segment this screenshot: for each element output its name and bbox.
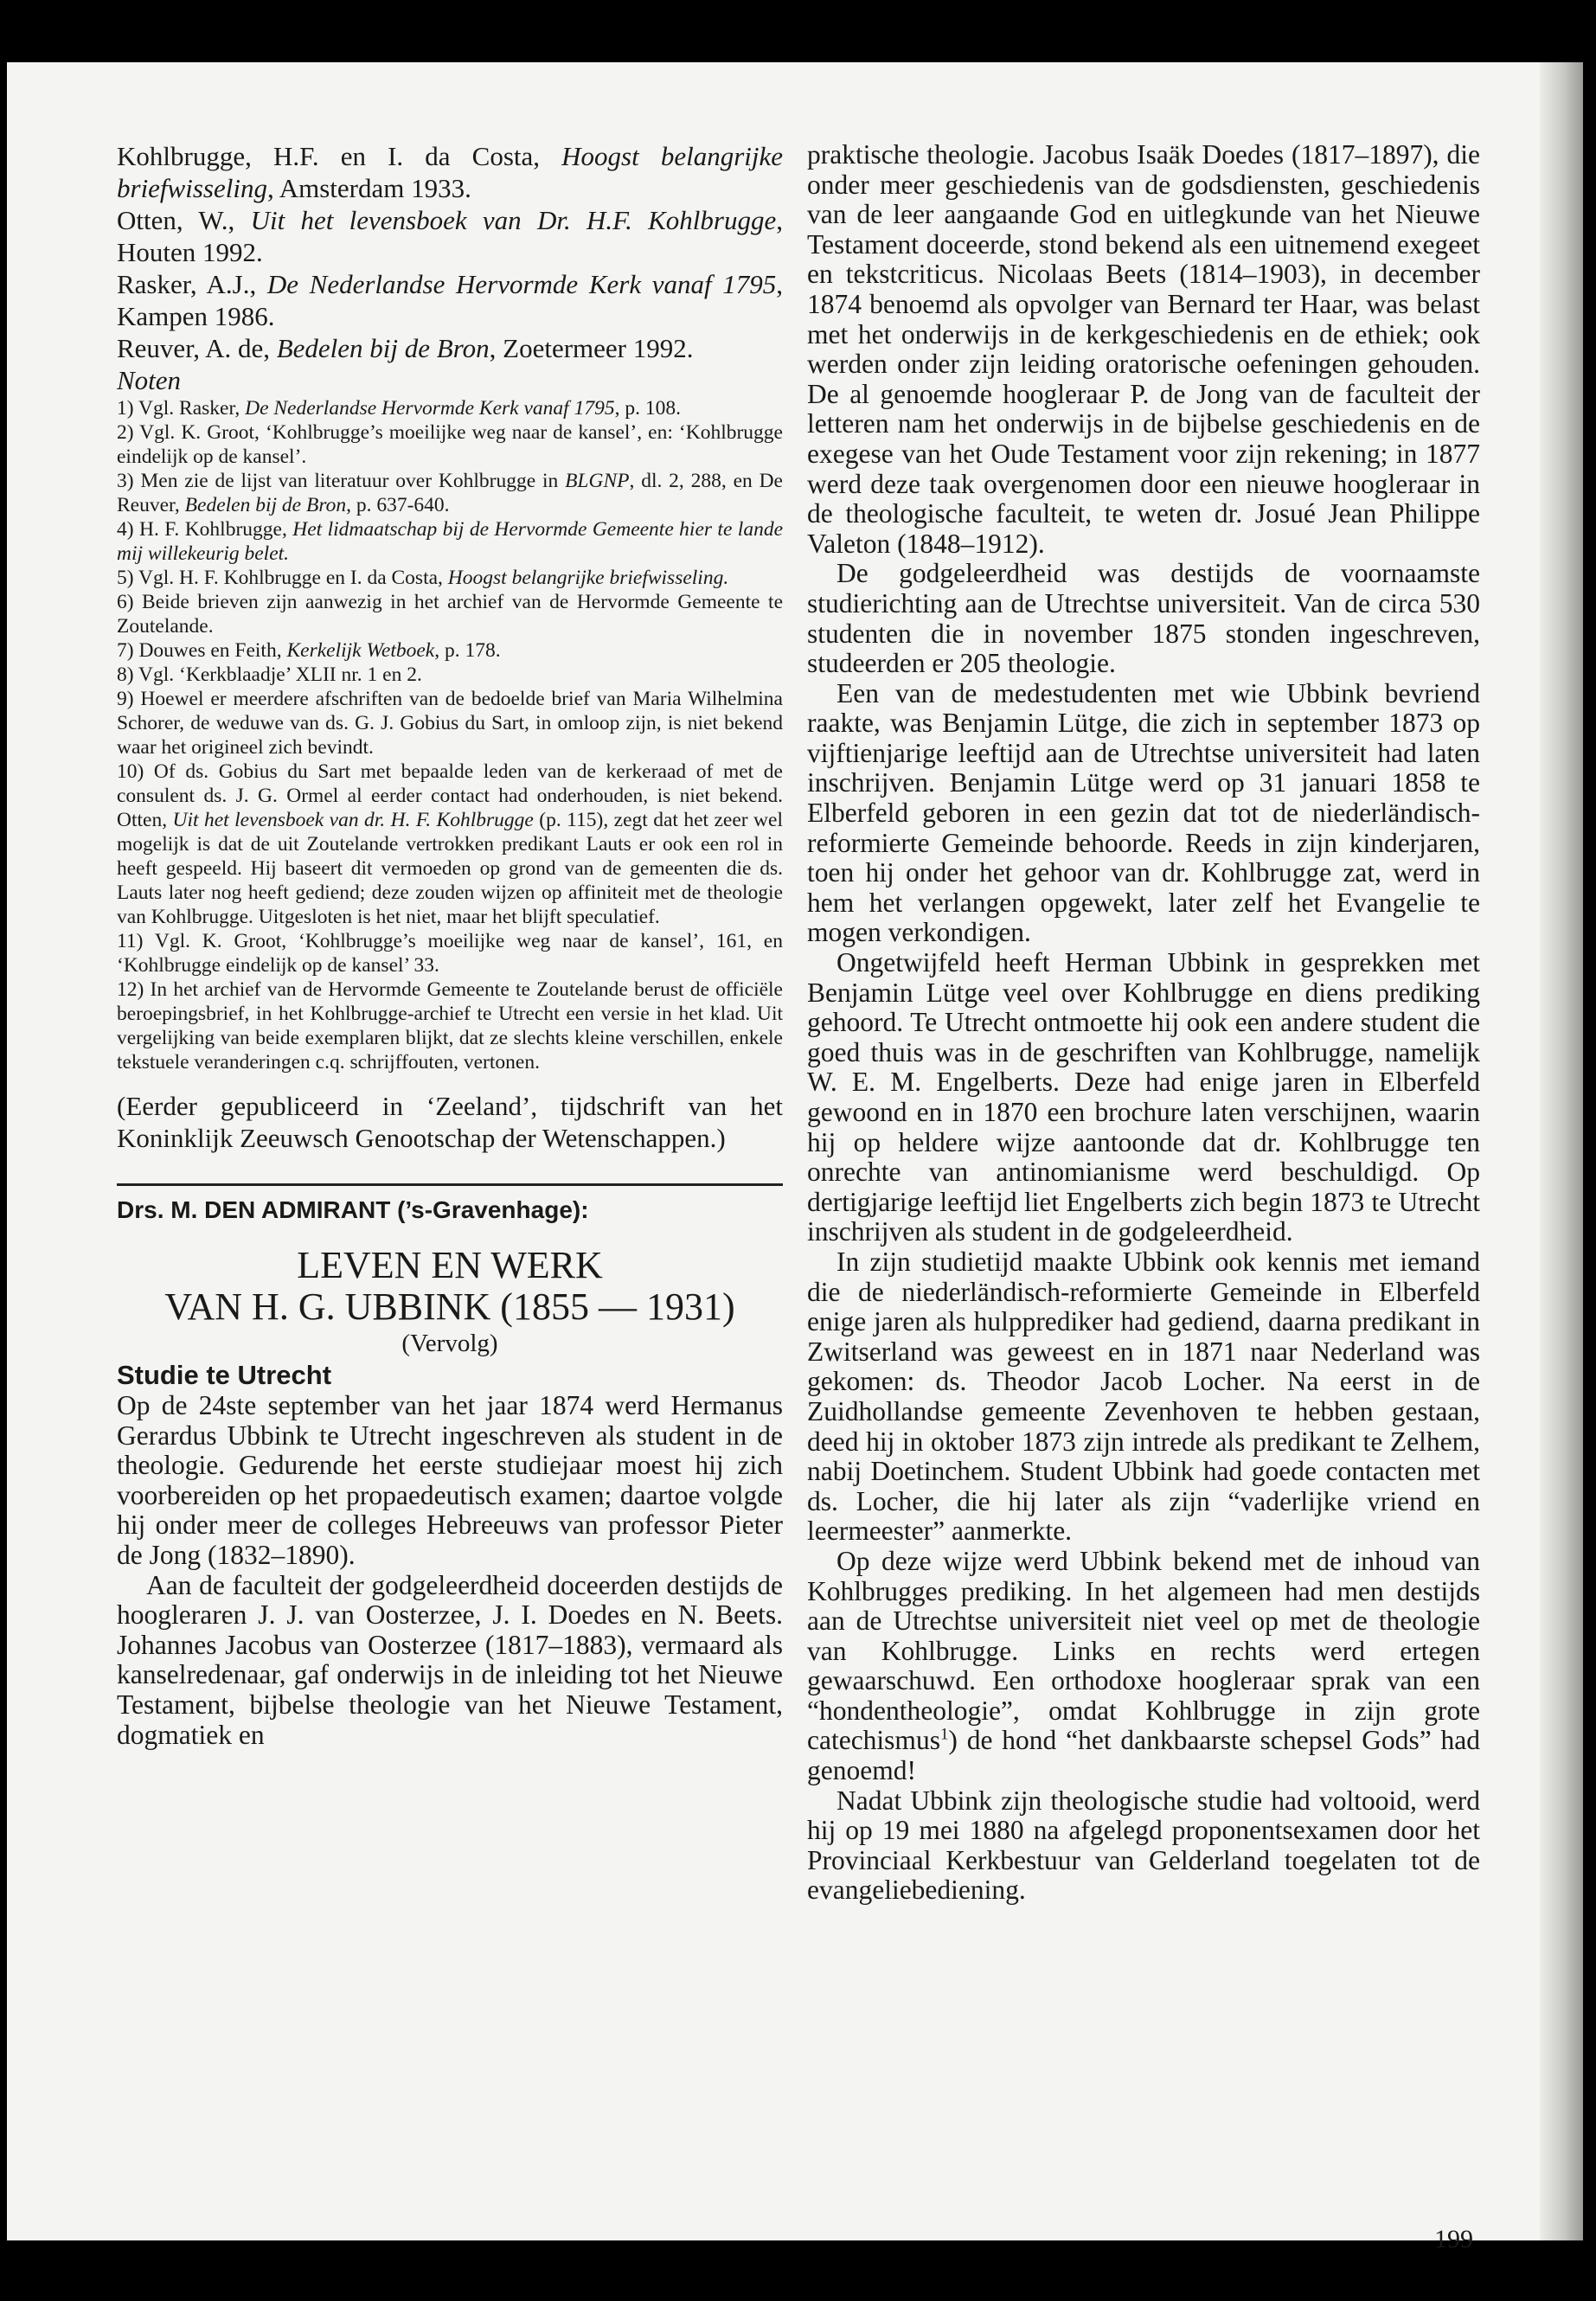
- section-divider: [117, 1183, 783, 1186]
- body-paragraph: Ongetwijfeld heeft Herman Ubbink in gesprekken met Benjamin Lütge veel over Kohlbrugge en diens prediking gehoord. Te Utrecht ontmoette hij ook een andere student die goed thuis was in de geschriften van Kohlbrugge, namelijk W. E. M. Engelberts. Deze had enige jaren in Elberfeld gewoond en in 1870 een brochure laten verschijnen, waarin hij op heldere wijze aantoonde dat dr. Kohlbrugge ten onrechte van antinomianisme werd beschuldigd. Op dertigjarige leeftijd liet Engelberts zich begin 1873 te Utrecht inschrijven als student in de godgeleerdheid.: [807, 947, 1480, 1247]
- footnote: 7) Douwes en Feith, Kerkelijk Wetboek, p. 178.: [117, 639, 501, 662]
- footnote: 6) Beide brieven zijn aanwezig in het archief van de Hervormde Gemeente te Zoutelande.: [117, 591, 783, 638]
- bib-entry: Rasker, A.J., De Nederlandse Hervormde Kerk vanaf 1795, Kampen 1986.: [117, 269, 783, 331]
- book-page: [7, 62, 1583, 2253]
- body-paragraph: Aan de faculteit der godgeleerdheid doceerden destijds de hoogleraren J. J. van Oosterzee, J. I. Doedes en N. Beets. Johannes Jacobus van Oosterzee (1817–1883), vermaard als kanselredenaar, gaf onderwijs in de inleiding tot het Nieuwe Testament, bijbelse theologie van het Nieuwe Testament, dogmatiek en: [117, 1569, 783, 1750]
- left-column: [117, 140, 783, 1750]
- right-column: [807, 140, 1480, 1906]
- body-paragraph: Een van de medestudenten met wie Ubbink bevriend raakte, was Benjamin Lütge, die zich in september 1873 op vijftienjarige leeftijd aan de Utrechtse universiteit had laten inschrijven. Benjamin Lütge werd op 31 januari 1858 te Elberfeld geboren in een gezin dat tot de niederländisch-reformierte Gemeinde behoorde. Reeds in zijn kinderjaren, toen hij onder het gehoor van dr. Kohlbrugge zat, werd in hem het verlangen opgewekt, later zelf het Evangelie te mogen verkondigen.: [807, 677, 1480, 948]
- page-number: 199: [1434, 2225, 1473, 2253]
- article-author: Drs. M. DEN ADMIRANT (’s-Gravenhage):: [117, 1196, 589, 1223]
- body-paragraph: In zijn studietijd maakte Ubbink ook kennis met iemand die de niederländisch-reformierte Gemeinde in Elberfeld enige jaren als hulpprediker had gediend, daarna predikant in Zwitserland was geweest en in 1871 naar Nederland was gekomen: ds. Theodor Jacob Locher. Na eerst in de Zuidhollandse gemeente Zevenhoven te hebben gestaan, deed hij in oktober 1873 zijn intrede als predikant te Zelhem, nabij Doetinchem. Student Ubbink had goede contacten met ds. Locher, die hij later als zijn “vaderlijke vriend en leermeester” aanmerkte.: [807, 1246, 1480, 1547]
- footnote: 2) Vgl. K. Groot, ‘Kohlbrugge’s moeilijke weg naar de kansel’, en: ‘Kohlbrugge eindelijk op de kansel’.: [117, 421, 783, 468]
- footnote: 8) Vgl. ‘Kerkblaadje’ XLII nr. 1 en 2.: [117, 663, 422, 686]
- footnote: 3) Men zie de lijst van literatuur over Kohlbrugge in BLGNP, dl. 2, 288, en De Reuver, Bedelen bij de Bron, p. 637-640.: [117, 470, 783, 516]
- bibliography: [117, 140, 783, 364]
- footnote: 5) Vgl. H. F. Kohlbrugge en I. da Costa, Hoogst belangrijke briefwisseling.: [117, 567, 729, 589]
- footnote: 12) In het archief van de Hervormde Gemeente te Zoutelande berust de officiële beroepingsbrief, in het Kohlbrugge-archief te Utrecht een versie in het klad. Uit vergelijking van beide exemplaren blijkt, dat ze slechts kleine verschillen, enkele tekstuele veranderingen c.q. schrijffouten, vertonen.: [117, 978, 783, 1074]
- section-heading: Studie te Utrecht: [117, 1360, 332, 1390]
- article-title-line-1: LEVEN EN WERK: [297, 1244, 603, 1286]
- publication-note: (Eerder gepubliceerd in ‘Zeeland’, tijdschrift van het Koninklijk Zeeuwsch Genootschap der Wetenschappen.): [117, 1091, 783, 1153]
- bib-entry: Kohlbrugge, H.F. en I. da Costa, Hoogst belangrijke briefwisseling, Amsterdam 1933.: [117, 141, 784, 203]
- body-paragraph: Op deze wijze werd Ubbink bekend met de inhoud van Kohlbrugges prediking. In het algemeen had men destijds aan de Utrechtse universiteit niet veel op met de theologie van Kohlbrugge. Links en rechts werd ertegen gewaarschuwd. Een orthodoxe hoogleraar sprak van een “hondentheologie”, omdat Kohlbrugge in zijn grote catechismus$^1$) de hond “het dankbaarste schepsel Gods” had genoemd!: [807, 1545, 1480, 1786]
- footnote: 11) Vgl. K. Groot, ‘Kohlbrugge’s moeilijke weg naar de kansel’, 161, en ‘Kohlbrugge eindelijk op de kansel’ 33.: [117, 930, 783, 977]
- notes-list: [117, 396, 783, 1074]
- footnote-marker: 1: [939, 1725, 949, 1744]
- notes-heading: Noten: [117, 365, 182, 395]
- body-paragraph: Nadat Ubbink zijn theologische studie had voltooid, werd hij op 19 mei 1880 na afgelegd proponentsexamen door het Provinciaal Kerkbestuur van Gelderland toegelaten tot de evangeliebediening.: [807, 1785, 1480, 1906]
- body-paragraph: De godgeleerdheid was destijds de voornaamste studierichting aan de Utrechtse universiteit. Van de circa 530 studenten die in november 1875 stonden ingeschreven, studeerden er 205 theologie.: [807, 558, 1480, 679]
- body-paragraph: praktische theologie. Jacobus Isaäk Doedes (1817–1897), die onder meer geschiedenis van de godsdiensten, geschiedenis van de leer aangaande God en uitlegkunde van het Nieuwe Testament doceerde, stond bekend als een uitnemend exegeet en tekstcriticus. Nicolaas Beets (1814–1903), in december 1874 benoemd als opvolger van Bernard ter Haar, was belast met het onderwijs in de kerkgeschiedenis en de ethiek; ook werden onder zijn leiding oratorische oefeningen gehouden. De al genoemde hoogleraar P. de Jong van de faculteit der letteren nam het onderwijs in de bijbelse geschiedenis en de exegese van het Oude Testament voor zijn rekening; in 1877 werd deze taak overgenomen door een nieuwe hoogleraar in de theologische faculteit, te weten dr. Josué Jean Philippe Valeton (1848–1912).: [807, 139, 1480, 559]
- bib-entry: Otten, W., Uit het levensboek van Dr. H.F. Kohlbrugge, Houten 1992.: [117, 205, 783, 267]
- article-title-line-2: VAN H. G. UBBINK (1855 — 1931): [164, 1285, 735, 1328]
- article-body-left: [117, 1391, 783, 1750]
- body-paragraph: Op de 24ste september van het jaar 1874 werd Hermanus Gerardus Ubbink te Utrecht ingeschreven als student in de theologie. Gedurende het eerste studiejaar moest hij zich voorbereiden op het propaedeutisch examen; daartoe volgde hij onder meer de colleges Hebreeuws van professor Pieter de Jong (1832–1890).: [117, 1390, 783, 1570]
- article-subtitle: (Vervolg): [401, 1330, 498, 1357]
- footnote: 4) H. F. Kohlbrugge, Het lidmaatschap bij de Hervormde Gemeente hier te lande mij willekeurig belet.: [117, 518, 783, 565]
- footnote: 10) Of ds. Gobius du Sart met bepaalde leden van de kerkeraad of met de consulent ds. J. G. Ormel al eerder contact had onderhouden, is niet bekend. Otten, Uit het levensboek van dr. H. F. Kohlbrugge (p. 115), zegt dat het zeer wel mogelijk is dat de uit Zoutelande vertrokken predikant Lauts er ook een rol in heeft gespeeld. Hij baseert dit vermoeden op grond van de gemeenten die ds. Lauts later nog heeft gediend; deze zouden wijzen op affiniteit met de theologie van Kohlbrugge. Uitgesloten is het niet, maar het blijft speculatief.: [117, 760, 783, 928]
- footnote: 9) Hoewel er meerdere afschriften van de bedoelde brief van Maria Wilhelmina Schorer, de weduwe van ds. G. J. Gobius du Sart, in omloop zijn, is niet bekend waar het origineel zich bevindt.: [117, 688, 783, 759]
- bib-entry: Reuver, A. de, Bedelen bij de Bron, Zoetermeer 1992.: [117, 333, 694, 363]
- book-spine-shadow: [1540, 62, 1583, 2240]
- footnote: 1) Vgl. Rasker, De Nederlandse Hervormde Kerk vanaf 1795, p. 108.: [117, 397, 681, 420]
